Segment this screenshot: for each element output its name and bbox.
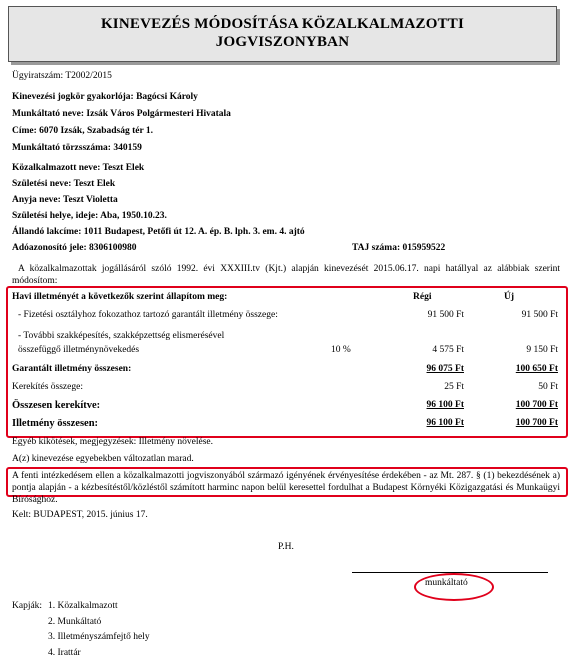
anyja-neve: Anyja neve: Teszt Violetta [12, 195, 118, 205]
munkaltato-torzsszam: Munkáltató törzsszáma: 340159 [12, 143, 142, 153]
row1-label: - Fizetési osztályhoz fokozathoz tartozó garantált illetmény összege: [18, 310, 278, 320]
intro-paragraph: A közalkalmazottak jogállásáról szóló 1992. évi XXXIII.tv (Kjt.) alapján kinevezését 2015.06.17. napi hatállyal az alábbiak szerint módosítom: [12, 264, 560, 286]
munkaltato-highlight-oval [414, 573, 494, 601]
guaranteed-label: Garantált illetmény összesen: [12, 364, 132, 374]
row2-label-b: összefüggő illetménynövekedés [18, 345, 140, 355]
salary-highlight-box [6, 286, 568, 438]
document-title-line2: JOGVISZONYBAN [215, 34, 350, 50]
ph-mark: P.H. [278, 542, 294, 552]
kapjak-label: Kapják: [12, 601, 43, 611]
valtozatlan-marad: A(z) kinevezése egyebekben változatlan marad. [12, 454, 194, 464]
kozalkalmazott-neve: Közalkalmazott neve: Teszt Elek [12, 163, 145, 173]
guaranteed-new: 100 650 Ft [515, 364, 558, 374]
szuletesi-hely-ideje: Születési helye, ideje: Aba, 1950.10.23. [12, 211, 167, 221]
munkaltato-neve: Munkáltató neve: Izsák Város Polgármesteri Hivatala [12, 109, 231, 119]
guaranteed-old: 96 075 Ft [426, 364, 464, 374]
adoazonosito: Adóazonosító jele: 8306100980 [12, 243, 137, 253]
rounding-label: Kerekítés összege: [12, 382, 83, 392]
col-new-header: Új [504, 292, 515, 302]
kapjak-item: 1. Közalkalmazott [48, 601, 118, 611]
salary-total-new: 100 700 Ft [515, 418, 558, 428]
kapjak-item: 4. Irattár [48, 648, 81, 658]
rounded-total-label: Összesen kerekítve: [12, 400, 101, 411]
kapjak-item: 3. Illetményszámfejtő hely [48, 632, 150, 642]
munkaltato-signature-label: munkáltató [425, 578, 468, 588]
rounded-total-old: 96 100 Ft [426, 400, 464, 410]
munkaltato-cime: Címe: 6070 Izsák, Szabadság tér 1. [12, 126, 154, 136]
egyeb-kikotesek: Egyéb kikötések, megjegyzések: Illetmény növelése. [12, 437, 214, 447]
rounding-new: 50 Ft [538, 382, 558, 392]
col-old-header: Régi [413, 292, 432, 302]
jogorvoslati-tajekoztatas: A fenti intézkedésem ellen a közalkalmazotti jogviszonyából származó igényének érvényesítése érdekében - az Mt. 287. § (1) bekezdésének a) pontja alapján - a kézbesítéstől/közléstől számított harminc napon belül keresettel fordulhat a Budapest Környéki Közigazgatási és Munkaügyi Bírósághoz. [12, 471, 560, 505]
row2-old: 4 575 Ft [432, 345, 464, 355]
row1-new: 91 500 Ft [521, 310, 558, 320]
salary-heading: Havi illetményét a következők szerint állapítom meg: [12, 292, 228, 302]
document-title-line1: KINEVEZÉS MÓDOSÍTÁSA KÖZALKALMAZOTTI [100, 16, 465, 32]
ugyiratszam: Ügyiratszám: T2002/2015 [12, 71, 112, 81]
taj-szam: TAJ száma: 015959522 [352, 243, 446, 253]
rounded-total-new: 100 700 Ft [515, 400, 558, 410]
kinevezesi-jogkor: Kinevezési jogkör gyakorlója: Bagócsi Károly [12, 92, 198, 102]
row1-old: 91 500 Ft [427, 310, 464, 320]
document-title-box [8, 6, 557, 62]
kelt-datum: Kelt: BUDAPEST, 2015. június 17. [12, 510, 148, 520]
row2-label-a: - További szakképesítés, szakképzettség elismerésével [18, 331, 225, 341]
row2-percent: 10 % [331, 345, 351, 355]
salary-total-old: 96 100 Ft [426, 418, 464, 428]
szuletesi-neve: Születési neve: Teszt Elek [12, 179, 116, 189]
rounding-old: 25 Ft [444, 382, 464, 392]
salary-total-label: Illetmény összesen: [12, 418, 99, 429]
kapjak-item: 2. Munkáltató [48, 617, 102, 627]
row2-new: 9 150 Ft [526, 345, 558, 355]
allando-lakcim: Állandó lakcíme: 1011 Budapest, Petőfi út 12. A. ép. B. lph. 3. em. 4. ajtó [12, 227, 305, 237]
